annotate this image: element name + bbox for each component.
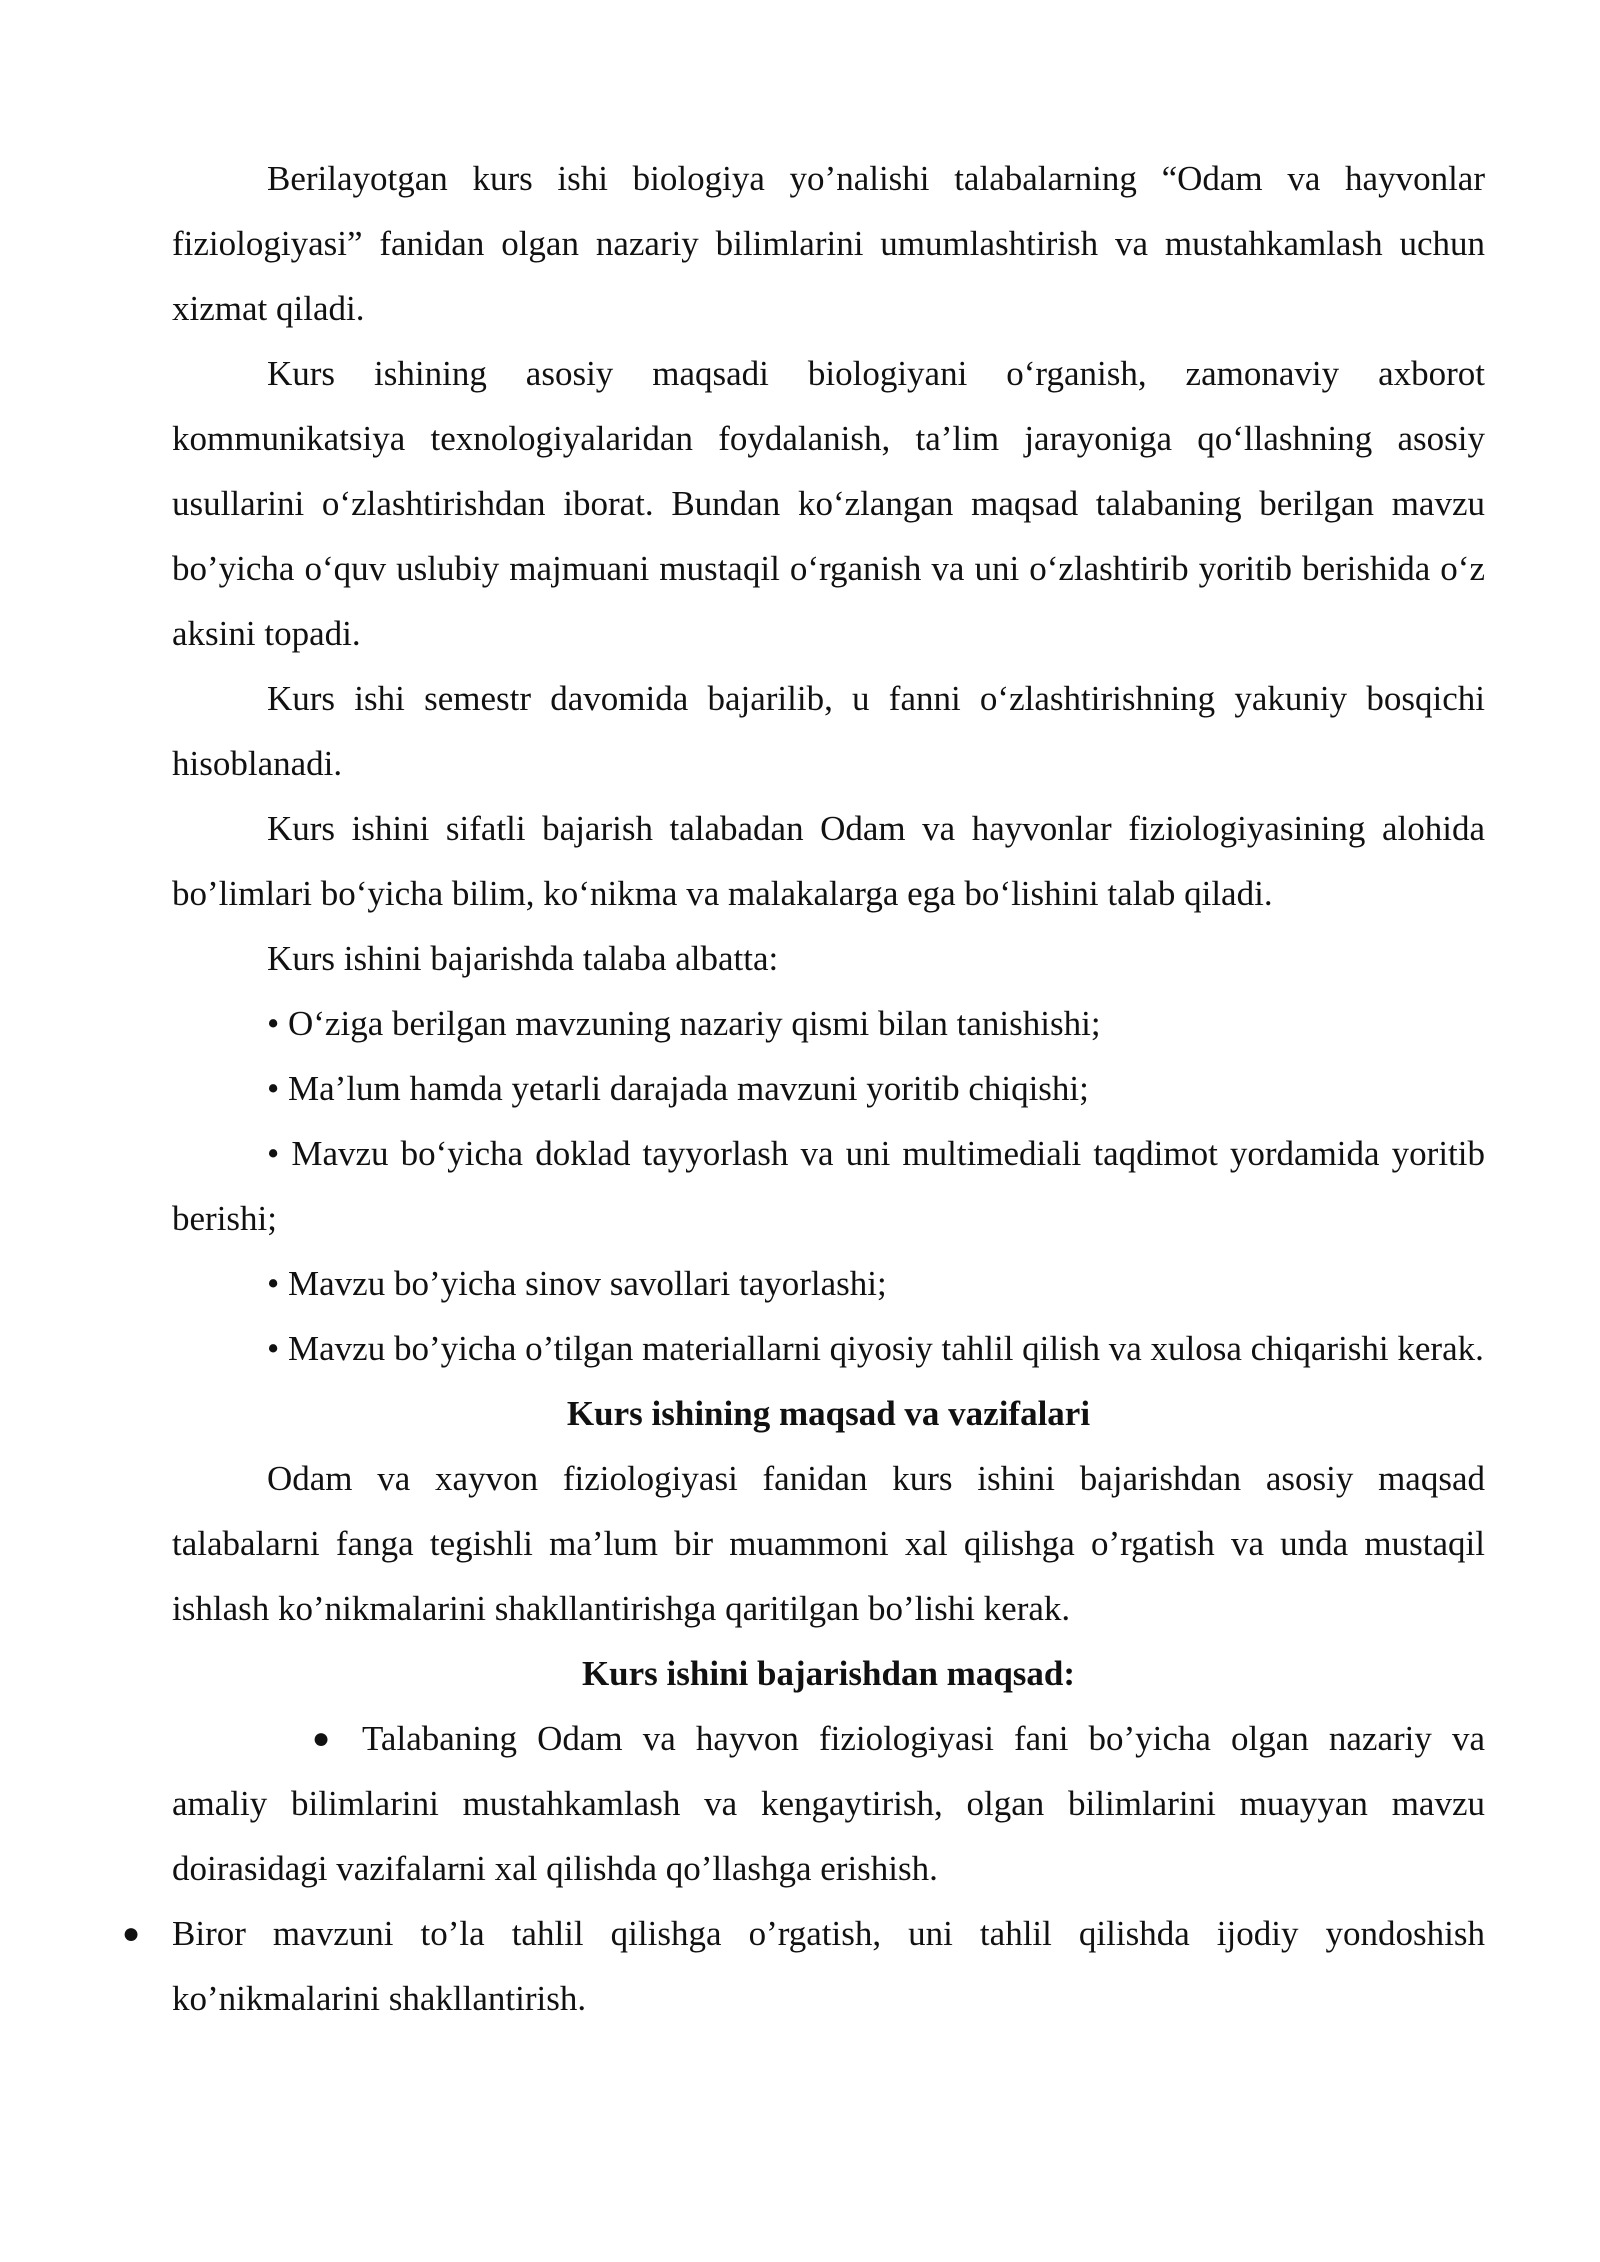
intro-paragraph: Berilayotgan kurs ishi biologiya yo’nalishi talabalarning “Odam va hayvonlar fiziologiyasi” fanidan olgan nazariy bilimlarini umumlashtirish va mustahkamlash uchun xizmat qiladi.	[172, 159, 1485, 328]
purpose-list-item	[122, 1901, 1485, 2031]
student-must-paragraph: Kurs ishini bajarishda talaba albatta:	[267, 939, 779, 978]
bullet-icon: ●	[122, 1917, 141, 1950]
requirement-item: • O‘ziga berilgan mavzuning nazariy qismi bilan tanishishi;	[267, 1004, 1101, 1043]
section-goals-paragraph: Odam va xayvon fiziologiyasi fanidan kurs ishini bajarishdan asosiy maqsad talabalarni fanga tegishli ma’lum bir muammoni xal qilishga o’rgatish va unda mustaqil ishlash ko’nikmalarini shakllantirishga qaritilgan bo’lishi kerak.	[172, 1459, 1485, 1628]
goal-paragraph: Kurs ishining asosiy maqsadi biologiyani o‘rganish, zamonaviy axborot kommunikatsiya texnologiyalaridan foydalanish, ta’lim jarayoniga qo‘llashning asosiy usullarini o‘zlashtirishdan iborat. Bundan ko‘zlangan maqsad talabaning berilgan mavzu bo’yicha o‘quv uslubiy majmuani mustaqil o‘rganish va uni o‘zlashtirib yoritib berishida o‘z aksini topadi.	[172, 354, 1485, 653]
requirements-paragraph: Kurs ishini sifatli bajarish talabadan Odam va hayvonlar fiziologiyasining alohida bo’limlari bo‘yicha bilim, ko‘nikma va malakalarga ega bo‘lishini talab qiladi.	[172, 809, 1485, 913]
requirement-item: • Mavzu bo’yicha o’tilgan materiallarni qiyosiy tahlil qilish va xulosa chiqarishi kerak.	[267, 1329, 1484, 1368]
purpose-item-text: Biror mavzuni to’la tahlil qilishga o’rgatish, uni tahlil qilishda ijodiy yondoshish ko’nikmalarini shakllantirish.	[172, 1914, 1485, 2018]
bullet-icon: ●	[312, 1722, 331, 1755]
requirement-item: • Ma’lum hamda yetarli darajada mavzuni yoritib chiqishi;	[267, 1069, 1089, 1108]
section-heading-goals: Kurs ishining maqsad va vazifalari	[566, 1394, 1091, 1433]
requirement-item: • Mavzu bo‘yicha doklad tayyorlash va uni multimediali taqdimot yordamida yoritib berishi;	[172, 1134, 1485, 1238]
requirement-item: • Mavzu bo’yicha sinov savollari tayorlashi;	[267, 1264, 887, 1303]
purpose-item-text: Talabaning Odam va hayvon fiziologiyasi fani bo’yicha olgan nazariy va amaliy bilimlarini mustahkamlash va kengaytirish, olgan bilimlarini muayyan mavzu doirasidagi vazifalarni xal qilishda qo’llashga erishish.	[172, 1719, 1485, 1888]
purpose-list-item	[172, 1706, 1485, 1901]
document-page	[122, 146, 1485, 2031]
section-heading-purpose: Kurs ishini bajarishdan maqsad:	[581, 1654, 1076, 1693]
semester-paragraph: Kurs ishi semestr davomida bajarilib, u fanni o‘zlashtirishning yakuniy bosqichi hisoblanadi.	[172, 679, 1485, 783]
